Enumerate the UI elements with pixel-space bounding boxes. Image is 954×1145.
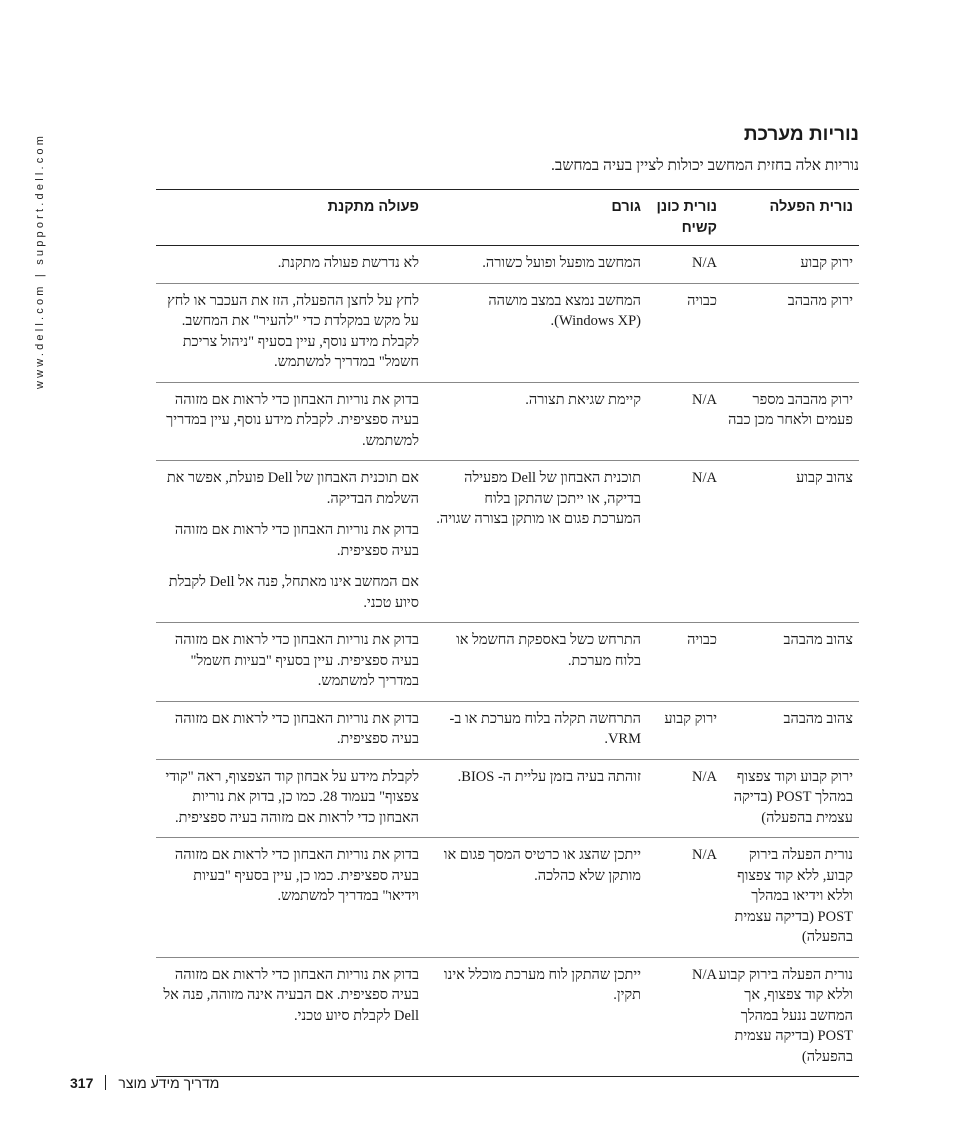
cell-corrective-action: [156, 246, 435, 284]
table-row: [156, 283, 859, 382]
cell-hdd-light: ירוק קבוע: [664, 710, 717, 727]
cell-hdd-light: N/A: [692, 391, 717, 408]
cell-cause: התרחשה תקלה בלוח מערכת או ב- VRM.: [449, 710, 641, 747]
table-row: [156, 382, 859, 461]
action-paragraph: בדוק את נוריות האבחון כדי לראות אם מזוהה בעיה ספציפית. עיין בסעיף "בעיות חשמל" במדריך למשתמש.: [174, 632, 419, 689]
cell-power-light: צהוב קבוע: [796, 470, 853, 486]
action-paragraph: בדוק את נוריות האבחון כדי לראות אם מזוהה בעיה ספציפית. כמו כן, עיין בסעיף "בעיות וידיאו" במדריך למשתמש.: [174, 847, 419, 904]
cell-corrective-action: [156, 382, 435, 461]
cell-corrective-action: [156, 461, 435, 623]
table-header-row: [156, 190, 859, 246]
cell-hdd-light: כבויה: [687, 292, 717, 309]
action-paragraph: אם המחשב אינו מאתחל, פנה אל Dell לקבלת סיוע טכני.: [168, 574, 419, 611]
cell-cause: תוכנית האבחון של Dell מפעילה בדיקה, או ייתכן שהתקן בלוח המערכת פגום או מותקן בצורה שגויה.: [436, 470, 641, 527]
cell-corrective-action: [156, 283, 435, 382]
cell-hdd-light: N/A: [692, 768, 717, 785]
cell-cause: התרחש כשל באספקת החשמל או בלוח מערכת.: [456, 632, 641, 669]
table-body: [156, 246, 859, 1077]
action-paragraph: בדוק את נוריות האבחון כדי לראות אם מזוהה בעיה ספציפית. לקבלת מידע נוסף, עיין במדריך למשתמש.: [166, 391, 419, 449]
header-cause: גורם: [611, 199, 641, 215]
header-power-light: נורית הפעלה: [769, 199, 853, 215]
cell-power-light: צהוב מהבהב: [783, 632, 853, 648]
side-url: www.dell.com | support.dell.com: [34, 132, 46, 389]
cell-corrective-action: [156, 957, 435, 1077]
table-row: [156, 759, 859, 838]
cell-hdd-light: N/A: [692, 847, 717, 863]
cell-power-light: ירוק מהבהב: [787, 292, 853, 309]
cell-power-light: צהוב מהבהב: [783, 710, 853, 727]
cell-corrective-action: [156, 759, 435, 838]
cell-cause: המחשב נמצא במצב מושהה (Windows XP).: [488, 292, 641, 329]
table-row: [156, 957, 859, 1077]
cell-corrective-action: [156, 838, 435, 958]
section-title: נוריות מערכת: [743, 124, 859, 145]
cell-corrective-action: [156, 701, 435, 759]
page-number: 317: [70, 1075, 94, 1091]
cell-hdd-light: N/A: [692, 255, 717, 271]
footer-separator: [105, 1075, 106, 1090]
header-hdd-light: נורית כונן קשיח: [656, 199, 717, 236]
header-corrective-action: פעולה מתקנת: [327, 199, 419, 215]
cell-corrective-action: [156, 623, 435, 702]
action-paragraph: לחץ על לחצן ההפעלה, הזז את העכבר או לחץ על מקש במקלדת כדי "להעיר" את המחשב. לקבלת מידע נוסף, עיין בסעיף "ניהול צריכת חשמל" במדריך למשתמש.: [167, 292, 419, 370]
action-paragraph: לא נדרשת פעולה מתקנת.: [277, 255, 419, 271]
cell-hdd-light: N/A: [692, 966, 717, 983]
main-content: [156, 120, 859, 1077]
table-row: [156, 461, 859, 623]
cell-power-light: נורית הפעלה בירוק קבוע, ללא קוד צפצוף וללא וידיאו במהלך POST (בדיקה עצמית בהפעלה): [734, 847, 853, 945]
table-row: [156, 701, 859, 759]
action-paragraph: בדוק את נוריות האבחון כדי לראות אם מזוהה בעיה ספציפית.: [174, 522, 419, 559]
page-footer: [70, 1075, 219, 1091]
cell-power-light: ירוק מהבהב מספר פעמים ולאחר מכן כבה: [728, 391, 853, 428]
action-paragraph: בדוק את נוריות האבחון כדי לראות אם מזוהה בעיה ספציפית.: [174, 710, 419, 747]
system-lights-table: [156, 189, 859, 1077]
action-paragraph: בדוק את נוריות האבחון כדי לראות אם מזוהה בעיה ספציפית. אם הבעיה אינה מזוהה, פנה אל Dell לקבלת סיוע טכני.: [163, 966, 419, 1024]
cell-cause: ייתכן שהתקן לוח מערכת מוכלל אינו תקין.: [443, 966, 641, 1003]
cell-cause: קיימת שגיאת תצורה.: [525, 391, 641, 408]
cell-hdd-light: כבויה: [687, 632, 717, 648]
table-row: [156, 246, 859, 284]
cell-power-light: נורית הפעלה בירוק קבוע וללא קוד צפצוף, אך המחשב ננעל במהלך POST (בדיקה עצמית בהפעלה): [718, 966, 853, 1065]
action-paragraph: לקבלת מידע על אבחון קוד הצפצוף, ראה "קודי צפצוף" בעמוד 28. כמו כן, בדוק את נוריות האבחון כדי לראות אם מזוהה בעיה ספציפית.: [165, 768, 419, 826]
action-paragraph: אם תוכנית האבחון של Dell פועלת, אפשר את השלמת הבדיקה.: [166, 470, 419, 507]
cell-hdd-light: N/A: [692, 470, 717, 486]
cell-cause: זוהתה בעיה בזמן עליית ה- BIOS.: [457, 768, 641, 785]
cell-cause: ייתכן שהצג או כרטיס המסך פגום או מותקן שלא כהלכה.: [443, 847, 641, 884]
cell-cause: המחשב מופעל ופועל כשורה.: [482, 255, 641, 271]
cell-power-light: ירוק קבוע וקוד צפצוף במהלך POST (בדיקה עצמית בהפעלה): [733, 768, 853, 826]
footer-title: מדריך מידע מוצר: [118, 1075, 220, 1091]
cell-power-light: ירוק קבוע: [800, 255, 853, 271]
section-intro: נוריות אלה בחזית המחשב יכולות לציין בעיה במחשב.: [551, 157, 859, 174]
table-row: [156, 623, 859, 702]
table-row: [156, 838, 859, 958]
